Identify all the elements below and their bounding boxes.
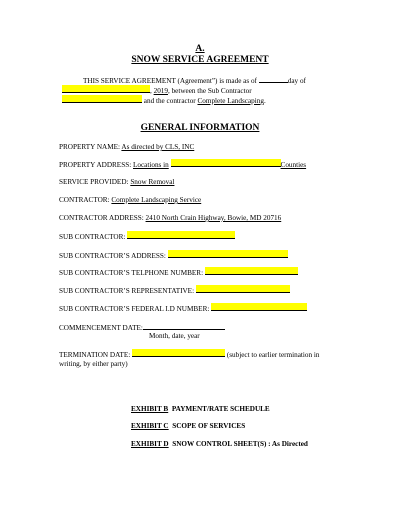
sub-contractor-label: SUB CONTRACTOR:: [59, 233, 126, 241]
property-address-row: [59, 159, 306, 170]
exhibit-b-desc: PAYMENT/RATE SCHEDULE: [171, 405, 270, 413]
commencement-date-row: [59, 322, 225, 333]
sub-contractor-rep-field[interactable]: [196, 285, 290, 293]
contractor-address-label: CONTRACTOR ADDRESS:: [59, 214, 146, 222]
property-name-value: As directed by CLS, INC: [121, 143, 195, 151]
termination-note: (subject to earlier termination in: [225, 351, 320, 359]
exhibit-b-row: [131, 404, 270, 414]
contractor-value: Complete Landscaping Service: [111, 196, 202, 204]
intro-line-3: [62, 95, 266, 106]
day-blank[interactable]: [259, 75, 288, 83]
service-provided-label: SERVICE PROVIDED:: [59, 178, 131, 186]
intro-and-contractor: and the contractor: [142, 97, 198, 105]
sub-contractor-address-label: SUB CONTRACTOR’S ADDRESS:: [59, 252, 166, 260]
service-provided-row: [59, 177, 174, 187]
termination-note-line-2: writing, by either party): [59, 360, 128, 368]
sub-contractor-address-field[interactable]: [168, 250, 288, 258]
intro-between: , between the Sub Contractor: [167, 87, 252, 95]
contractor-address-value: 2410 North Crain Highway, Bowie, MD 20716: [145, 214, 282, 222]
sub-contractor-phone-row: [59, 267, 298, 278]
exhibit-c-row: [131, 421, 245, 431]
sub-contractor-name-field[interactable]: [62, 95, 142, 103]
exhibit-b-id: EXHIBIT B: [131, 405, 169, 413]
termination-date-label: TERMINATION DATE:: [59, 351, 133, 359]
sub-contractor-fed-id-label: SUB CONTRACTOR’S FEDERAL I.D NUMBER:: [59, 305, 210, 313]
contractor-label: CONTRACTOR:: [59, 196, 112, 204]
sub-contractor-rep-label: SUB CONTRACTOR’S REPRESENTATIVE:: [59, 287, 195, 295]
contractor-address-row: [59, 213, 281, 223]
intro-day-of: day of: [287, 77, 306, 85]
property-address-value: Locations in: [133, 161, 169, 169]
property-address-label: PROPERTY ADDRESS:: [59, 161, 133, 169]
commencement-date-hint: Month, date, year: [149, 332, 200, 340]
property-name-label: PROPERTY NAME:: [59, 143, 122, 151]
sub-contractor-fed-id-row: [59, 303, 307, 314]
month-field[interactable]: [62, 85, 150, 93]
intro-period: .: [263, 97, 266, 105]
exhibit-d-id: EXHIBIT D: [131, 440, 169, 448]
counties-suffix: Counties: [280, 161, 307, 169]
contractor-name: Complete Landscaping: [197, 97, 264, 105]
section-letter: A.: [195, 44, 205, 54]
exhibit-c-desc: SCOPE OF SERVICES: [172, 422, 246, 430]
sub-contractor-fed-id-field[interactable]: [211, 303, 307, 311]
document-title: SNOW SERVICE AGREEMENT: [131, 55, 269, 65]
agreement-year: 2019: [153, 87, 168, 95]
sub-contractor-phone-label: SUB CONTRACTOR’S TELPHONE NUMBER:: [59, 269, 204, 277]
sub-contractor-field[interactable]: [127, 231, 235, 239]
exhibit-d-desc: SNOW CONTROL SHEET(S) : As Directed: [172, 440, 308, 448]
commencement-date-field[interactable]: [143, 322, 225, 330]
intro-comma: ,: [150, 87, 152, 95]
sub-contractor-address-row: [59, 250, 288, 261]
sub-contractor-rep-row: [59, 285, 290, 296]
commencement-date-label: COMMENCEMENT DATE:: [59, 324, 143, 332]
contractor-row: [59, 195, 201, 205]
exhibit-d-row: [131, 439, 308, 449]
sub-contractor-phone-field[interactable]: [205, 267, 298, 275]
counties-field[interactable]: [171, 159, 281, 167]
exhibit-c-id: EXHIBIT C: [131, 422, 169, 430]
termination-date-field[interactable]: [132, 349, 225, 357]
general-information-heading: GENERAL INFORMATION: [140, 123, 260, 133]
sub-contractor-row: [59, 231, 235, 242]
service-provided-value: Snow Removal: [130, 178, 175, 186]
intro-text-start: THIS SERVICE AGREEMENT (Agreement”) is made as of: [83, 77, 257, 85]
property-name-row: [59, 142, 194, 152]
